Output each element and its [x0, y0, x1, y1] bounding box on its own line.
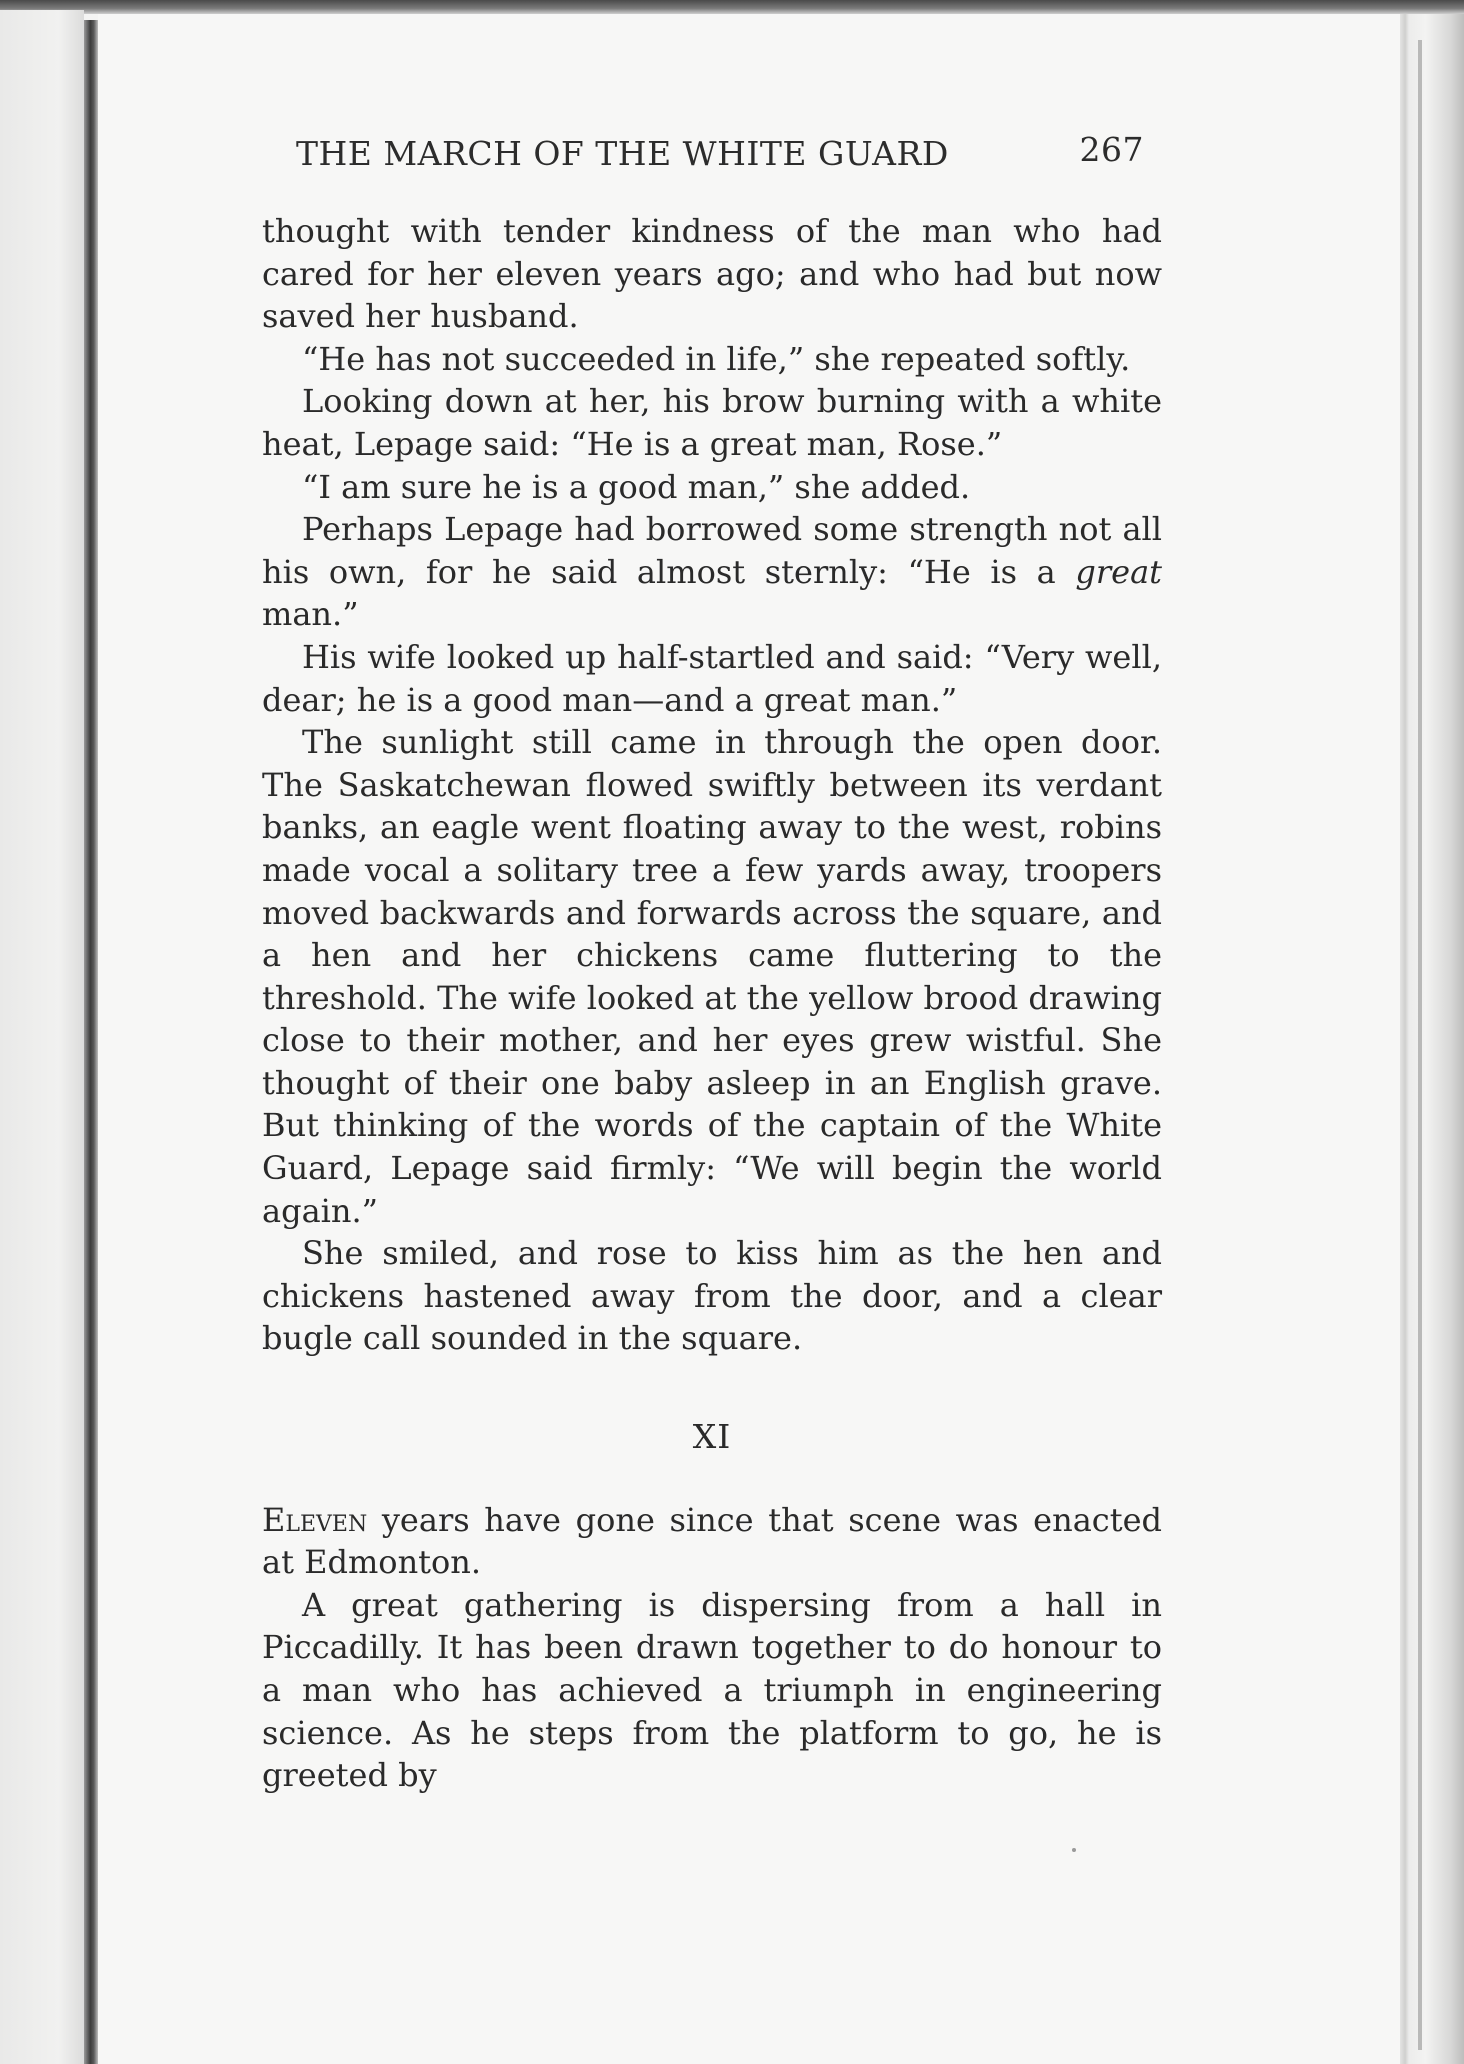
paragraph: A great gathering is dispersing from a hall in Piccadilly. It has been drawn together to do honour to a man who has achieved a triumph in engineering science. As he steps from the platform to go, he is greeted by: [262, 1585, 1162, 1795]
right-page-edge-line: [1418, 40, 1422, 2050]
page-number: 267: [1079, 130, 1144, 169]
paragraph-text: man.”: [262, 595, 359, 634]
left-page-edge: [0, 10, 84, 2064]
smallcaps-opening-word: Eleven: [262, 1500, 368, 1539]
paragraph: thought with tender kindness of the man who had cared for her eleven years ago; and who had but now saved her husband.: [262, 212, 1162, 336]
paragraph: Looking down at her, his brow burning with a white heat, Lepage said: “He is a great man, Rose.”: [262, 382, 1162, 463]
right-page-edges: [1400, 14, 1464, 2064]
paragraph: She smiled, and rose to kiss him as the hen and chickens hastened away from the door, and a clear bugle call sounded in the square.: [262, 1234, 1162, 1358]
paragraph-text: Perhaps Lepage had borrowed some strength not all his own, for he said almost sternly: “He is a: [262, 510, 1162, 591]
paragraph: His wife looked up half-startled and said: “Very well, dear; he is a good man—and a great man.”: [262, 637, 1162, 719]
scan-speck: [1072, 1848, 1076, 1852]
book-gutter: [84, 20, 98, 2064]
page-body-text: [262, 210, 1162, 1797]
running-head: [296, 130, 1144, 184]
paragraph: “I am sure he is a good man,” she added.: [302, 467, 971, 506]
paragraph: The sunlight still came in through the open door. The Saskatchewan flowed swiftly between its verdant banks, an eagle went floating away to the west, robins made vocal a solitary tree a few yards away, troopers moved backwards and forwards across the square, and a hen and her chickens came fluttering to the threshold. The wife looked at the yellow brood drawing close to their mother, and her eyes grew wistful. She thought of their one baby asleep in an English grave. But thinking of the words of the captain of the White Guard, Lepage said firmly: “We will begin the world again.”: [262, 723, 1162, 1230]
italic-word: great: [1075, 552, 1162, 591]
running-head-title: THE MARCH OF THE WHITE GUARD: [296, 134, 949, 173]
paragraph-text: years have gone since that scene was enacted at Edmonton.: [262, 1500, 1162, 1582]
chapter-heading: XI: [692, 1417, 732, 1457]
paragraph: “He has not succeeded in life,” she repeated softly.: [302, 339, 1131, 378]
scan-top-shadow: [0, 0, 1464, 14]
paragraph-with-italic: [262, 508, 1162, 636]
chapter-opening-paragraph: [262, 1499, 1162, 1584]
